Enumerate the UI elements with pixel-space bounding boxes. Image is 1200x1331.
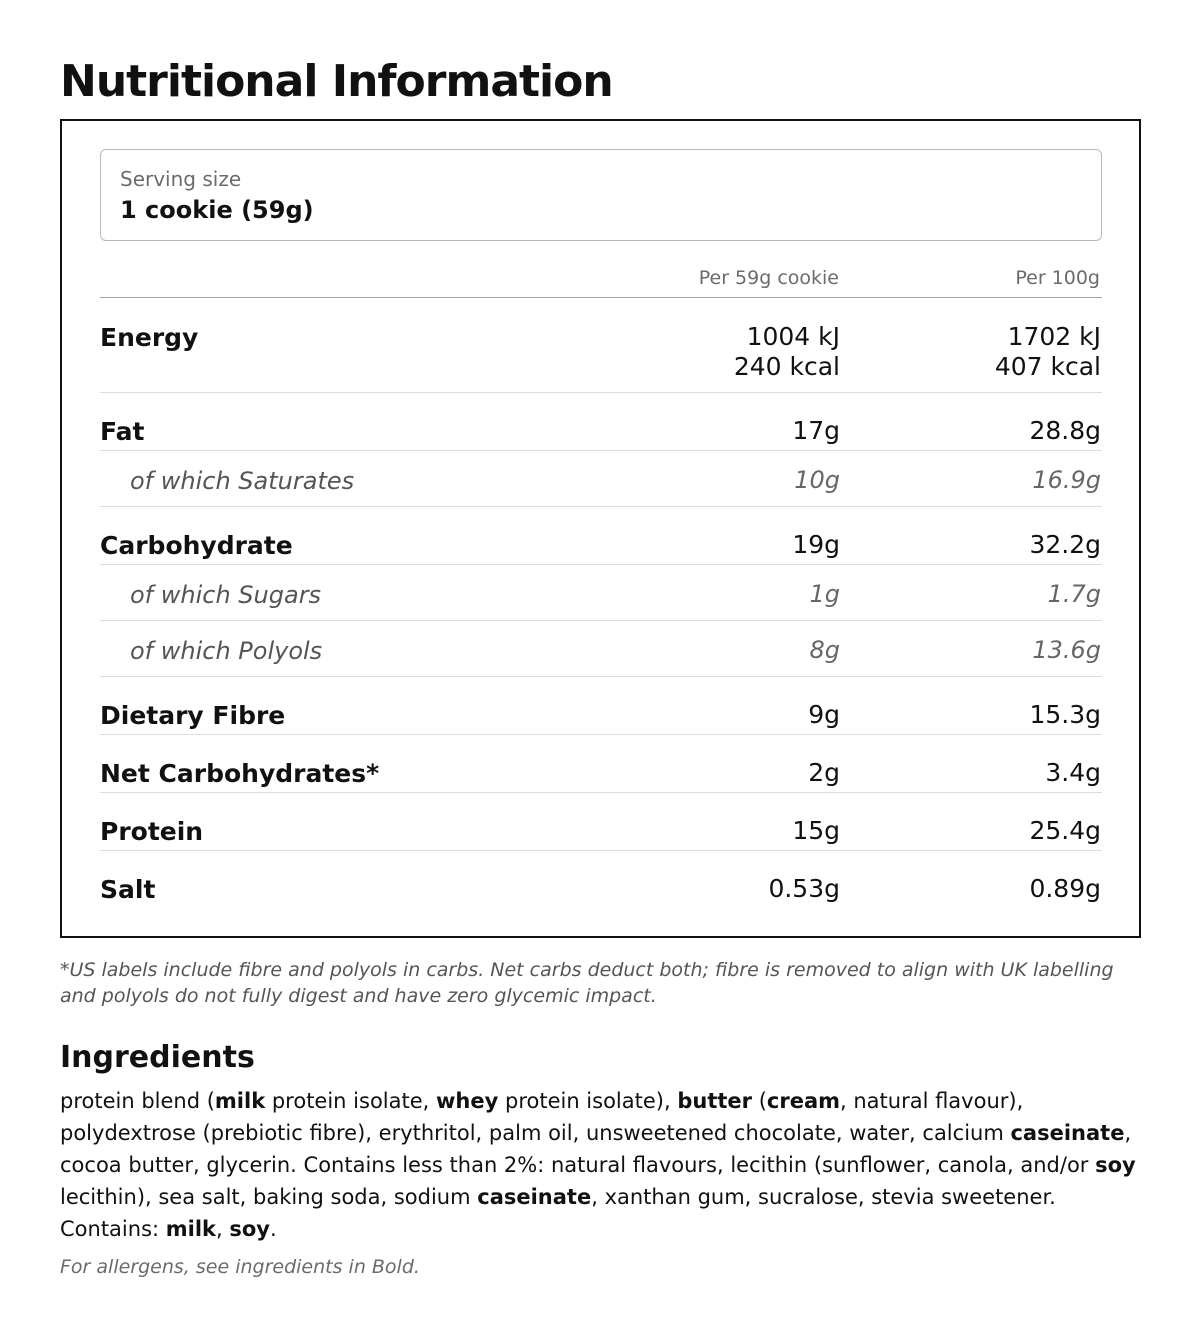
ingredient-text-segment: ( <box>752 1089 767 1113</box>
value-line: 15g <box>792 816 840 845</box>
value-per-serving <box>809 635 840 665</box>
value-line: 17g <box>792 416 840 445</box>
allergen-word: milk <box>214 1089 266 1113</box>
value-per-serving <box>808 700 840 730</box>
value-per-serving <box>792 530 840 560</box>
nutrition-row <box>100 677 1102 735</box>
value-per-100g <box>995 322 1101 382</box>
ingredient-text-segment: , cocoa butter, glycerin. Contains less than 2%: natural flavours, lecithin (sunflower, canola, and/or <box>60 1121 1132 1177</box>
value-per-100g <box>1032 635 1101 665</box>
ingredients-title: Ingredients <box>60 1040 255 1075</box>
nutrient-label: Protein <box>100 817 204 846</box>
value-line: 240 kcal <box>733 352 840 381</box>
value-per-serving <box>734 322 840 382</box>
value-line: 0.53g <box>768 874 840 903</box>
value-per-serving <box>808 758 840 788</box>
value-line: 32.2g <box>1029 530 1101 559</box>
value-per-100g <box>1032 465 1101 495</box>
allergen-word: milk <box>165 1217 217 1241</box>
value-per-100g <box>1029 816 1101 846</box>
nutrition-row <box>100 393 1102 451</box>
nutrition-row <box>100 565 1102 621</box>
value-line: 1g <box>809 580 840 608</box>
allergen-word: cream <box>766 1089 840 1113</box>
value-per-serving <box>792 816 840 846</box>
value-line: 16.9g <box>1032 466 1101 494</box>
value-line: 9g <box>808 700 840 729</box>
value-per-serving <box>809 579 840 609</box>
nutrient-label: Carbohydrate <box>100 531 293 560</box>
nutrition-row <box>100 621 1102 677</box>
nutrient-label: Energy <box>100 323 199 352</box>
nutrient-label: of which Polyols <box>130 637 323 665</box>
column-header-per-100g: Per 100g <box>1015 267 1100 289</box>
allergen-word: caseinate <box>1010 1121 1125 1145</box>
serving-size-value: 1 cookie (59g) <box>120 196 314 224</box>
nutrient-label: of which Saturates <box>130 467 355 495</box>
value-per-serving <box>792 416 840 446</box>
ingredient-text-segment: , natural flavour), polydextrose (prebiotic fibre), erythritol, palm oil, unsweetened chocolate, water, calcium <box>60 1089 1024 1145</box>
value-per-100g <box>1029 530 1101 560</box>
nutrient-label: Fat <box>100 417 145 446</box>
nutrition-table-panel <box>60 119 1141 938</box>
allergen-word: soy <box>229 1217 270 1241</box>
nutrition-row <box>100 851 1102 909</box>
ingredient-text-segment: , xanthan gum, sucralose, stevia sweetener. Contains: <box>60 1185 1056 1241</box>
value-line: 13.6g <box>1032 636 1101 664</box>
value-line: 1702 kJ <box>1007 322 1101 351</box>
value-line: 19g <box>792 530 840 559</box>
net-carbs-footnote: *US labels include fibre and polyols in carbs. Net carbs deduct both; fibre is removed to align with UK labelling and polyols do not fully digest and have zero glycemic impact. <box>60 959 1114 1007</box>
ingredients-text <box>60 1085 1140 1245</box>
value-per-100g <box>1029 416 1101 446</box>
value-line: 1004 kJ <box>746 322 840 351</box>
allergen-word: whey <box>436 1089 499 1113</box>
ingredient-text-segment: protein blend ( <box>60 1089 215 1113</box>
value-line: 8g <box>809 636 840 664</box>
page-title: Nutritional Information <box>60 56 613 107</box>
value-line: 2g <box>808 758 840 787</box>
ingredient-text-segment: protein isolate, <box>265 1089 437 1113</box>
value-line: 3.4g <box>1045 758 1101 787</box>
serving-size-label: Serving size <box>120 167 242 191</box>
serving-size-box <box>100 149 1102 241</box>
nutrition-row <box>100 299 1102 393</box>
allergen-word: butter <box>677 1089 753 1113</box>
nutrient-label: Salt <box>100 875 156 904</box>
value-per-100g <box>1045 758 1101 788</box>
value-line: 1.7g <box>1047 580 1101 608</box>
value-per-100g <box>1029 874 1101 904</box>
value-line: 28.8g <box>1029 416 1101 445</box>
nutrient-label: of which Sugars <box>130 581 322 609</box>
value-line: 15.3g <box>1029 700 1101 729</box>
value-per-100g <box>1048 579 1101 609</box>
allergen-word: soy <box>1095 1153 1136 1177</box>
value-per-serving <box>768 874 840 904</box>
allergen-note: For allergens, see ingredients in Bold. <box>60 1256 420 1278</box>
ingredient-text-segment: . <box>270 1217 277 1241</box>
value-line: 0.89g <box>1029 874 1101 903</box>
ingredient-text-segment: protein isolate), <box>498 1089 678 1113</box>
nutrient-label: Net Carbohydrates* <box>100 759 380 788</box>
ingredient-text-segment: , <box>216 1217 230 1241</box>
header-divider <box>100 297 1102 298</box>
nutrition-row <box>100 793 1102 851</box>
allergen-word: caseinate <box>477 1185 592 1209</box>
ingredient-text-segment: lecithin), sea salt, baking soda, sodium <box>60 1185 478 1209</box>
value-per-100g <box>1029 700 1101 730</box>
value-line: 407 kcal <box>994 352 1101 381</box>
value-line: 10g <box>794 466 840 494</box>
column-header-per-serving: Per 59g cookie <box>698 267 839 289</box>
nutrient-label: Dietary Fibre <box>100 701 286 730</box>
value-per-serving <box>794 465 840 495</box>
nutrition-row <box>100 507 1102 565</box>
nutrition-row <box>100 735 1102 793</box>
nutrition-row <box>100 451 1102 507</box>
value-line: 25.4g <box>1029 816 1101 845</box>
